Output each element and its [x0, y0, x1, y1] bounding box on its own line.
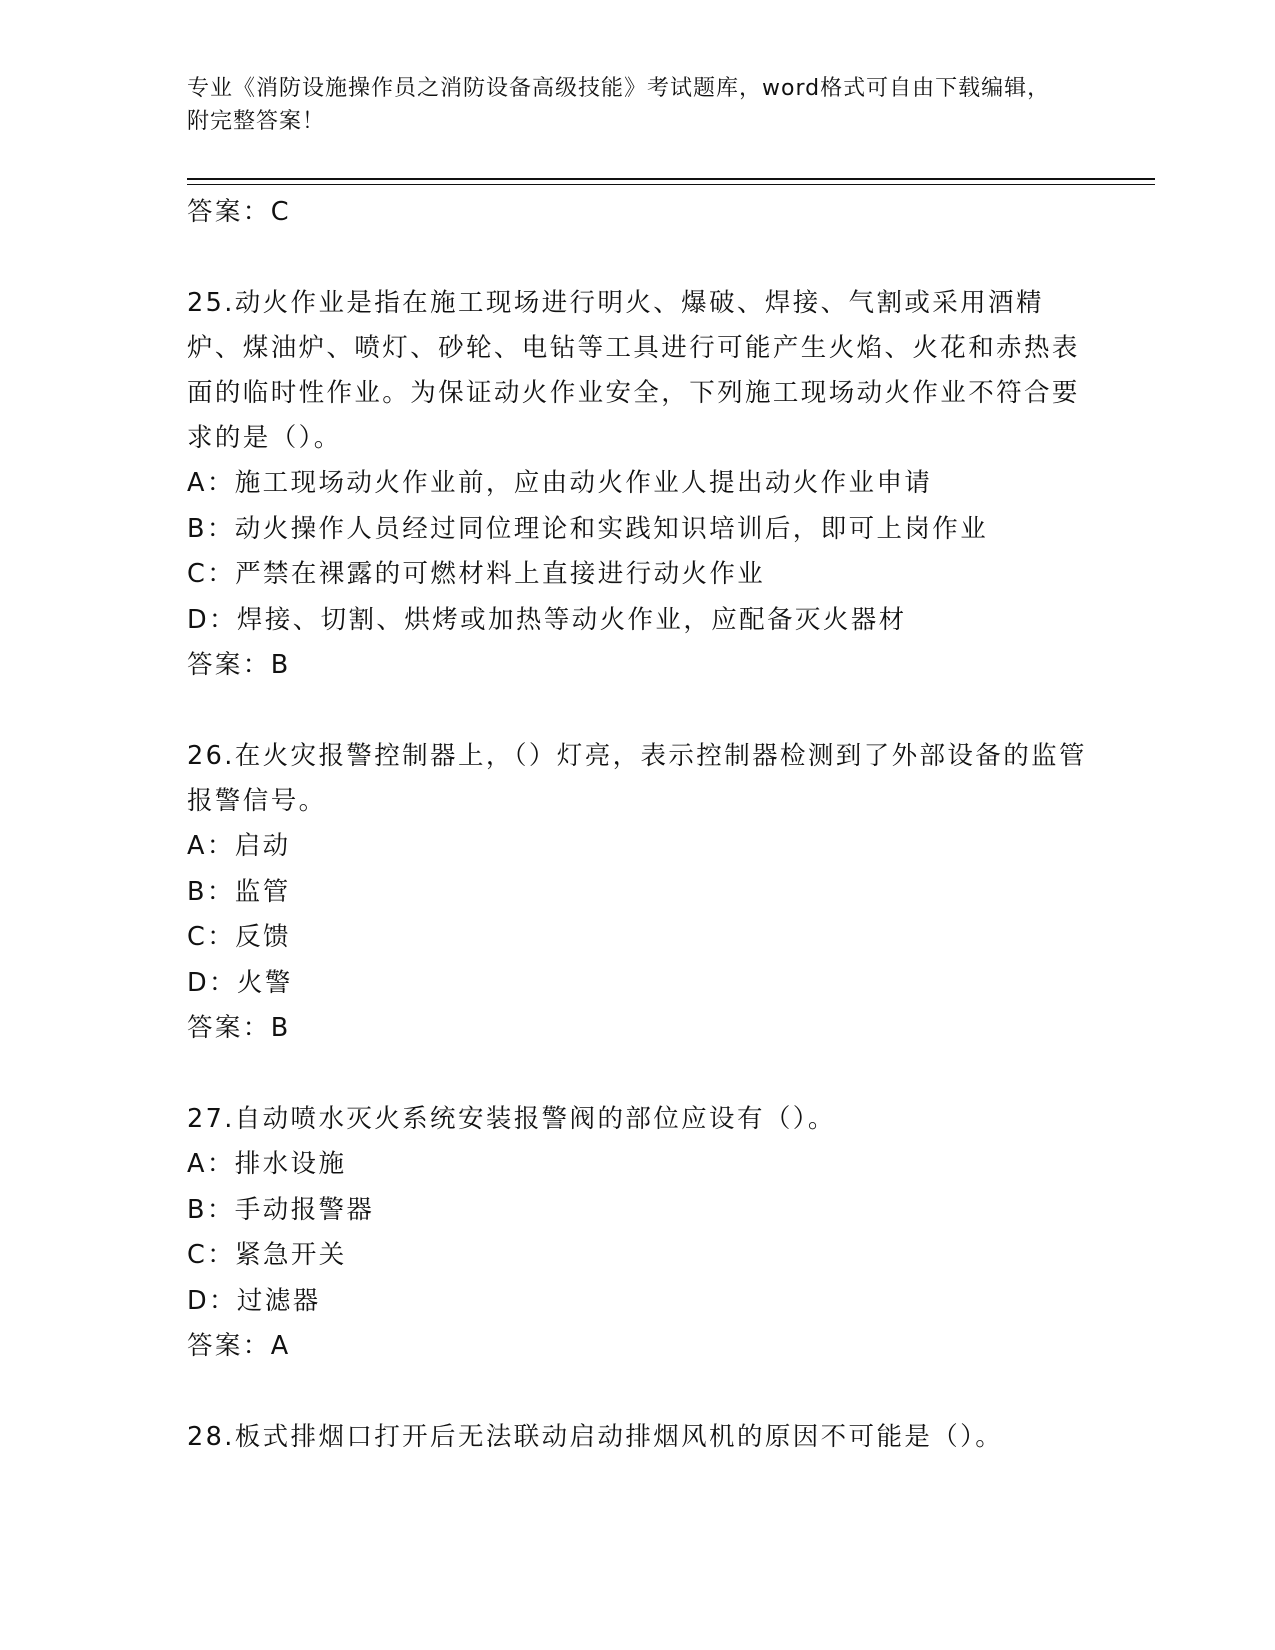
question-answer: 答案：A [187, 1331, 291, 1361]
question-text: 25.动火作业是指在施工现场进行明火、爆破、焊接、气割或采用酒精炉、煤油炉、喷灯、砂轮、电钻等工具进行可能产生火焰、火花和赤热表面的临时性作业。为保证动火作业安全，下列施工现场动火作业不符合要求的是（）。 [187, 288, 1080, 453]
question-text: 28.板式排烟口打开后无法联动启动排烟风机的原因不可能是（）。 [187, 1422, 1004, 1452]
question-text: 26.在火灾报警控制器上，（）灯亮，表示控制器检测到了外部设备的监管报警信号。 [187, 741, 1087, 816]
option-a: A：排水设施 [187, 1149, 347, 1179]
question-answer: 答案：B [187, 650, 291, 680]
option-a: A：启动 [187, 831, 291, 861]
previous-answer: 答案：C [187, 197, 291, 227]
option-b: B：监管 [187, 876, 291, 907]
question-answer: 答案：B [187, 1013, 291, 1043]
option-c: C：紧急开关 [187, 1240, 347, 1270]
option-c: C：反馈 [187, 922, 291, 952]
question-28 [187, 1415, 1087, 1460]
header-rule-thick [187, 178, 1155, 180]
question-26 [187, 734, 1087, 1051]
question-25 [187, 281, 1087, 688]
option-a: A：施工现场动火作业前，应由动火作业人提出动火作业申请 [187, 468, 933, 498]
option-c: C：严禁在裸露的可燃材料上直接进行动火作业 [187, 559, 766, 589]
header-rule-thin [187, 184, 1155, 185]
option-d: D：过滤器 [187, 1285, 321, 1316]
question-text: 27.自动喷水灭火系统安装报警阀的部位应设有（）。 [187, 1104, 836, 1134]
option-b: B：动火操作人员经过同位理论和实践知识培训后，即可上岗作业 [187, 513, 989, 544]
option-d: D：焊接、切割、烘烤或加热等动火作业，应配备灭火器材 [187, 604, 907, 635]
option-b: B：手动报警器 [187, 1194, 375, 1225]
question-27 [187, 1097, 1087, 1369]
document-body [187, 190, 1087, 1460]
page-header: 专业《消防设施操作员之消防设备高级技能》考试题库，word格式可自由下载编辑，附完整答案！ [187, 76, 1051, 134]
option-d: D：火警 [187, 967, 293, 998]
